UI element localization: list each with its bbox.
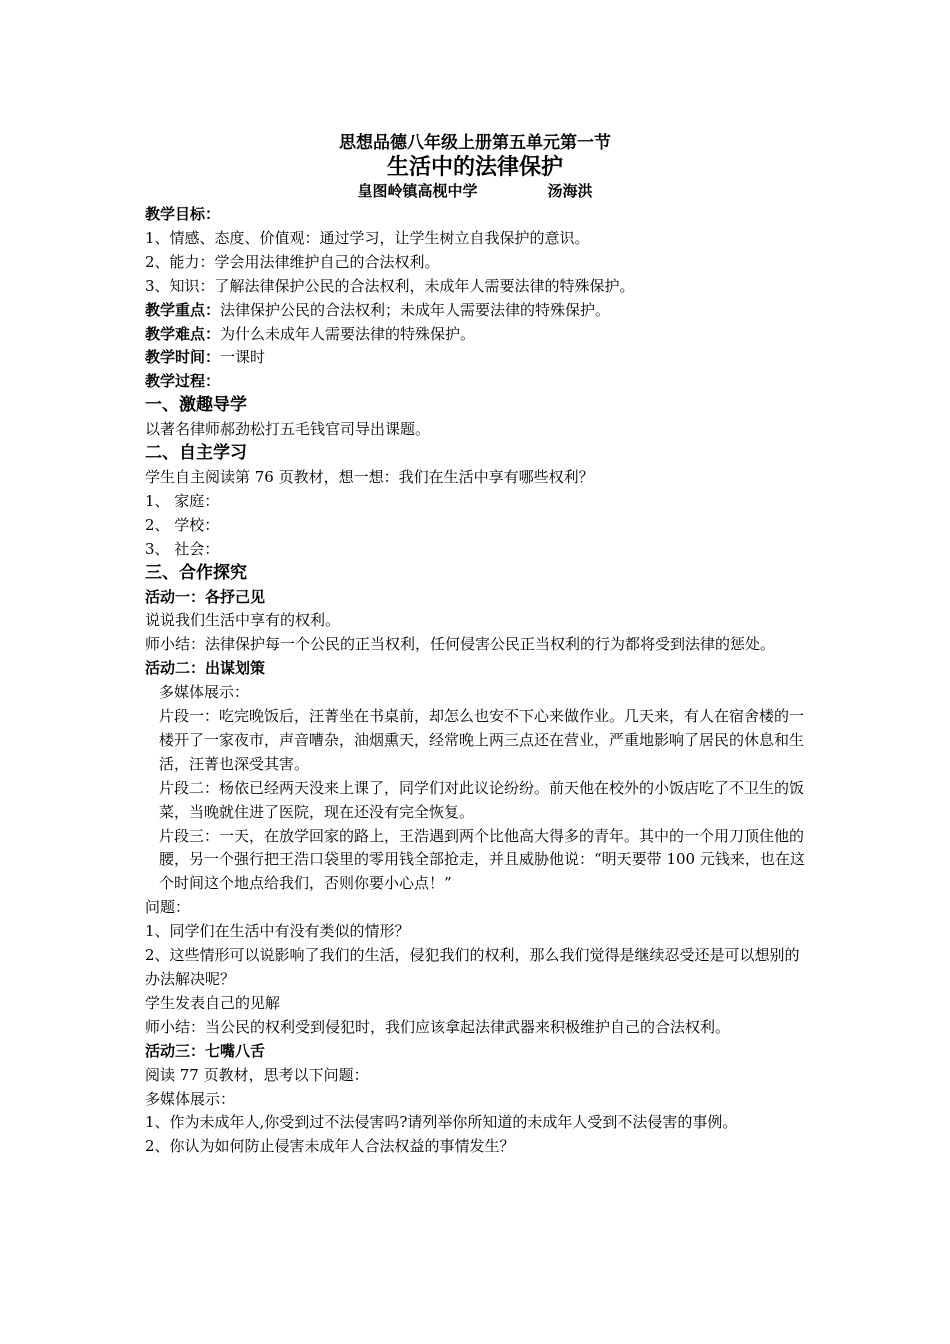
time-label: 教学时间： — [145, 348, 221, 367]
teaching-time — [145, 346, 810, 370]
question-label: 问题： — [145, 898, 191, 917]
goal-item: 1、情感、态度、价值观：通过学习，让学生树立自我保护的意识。 — [145, 228, 590, 247]
clip-paragraph: 片段三：一天，在放学回家的路上，王浩遇到两个比他高大得多的青年。其中的一个用刀顶住他的腰，另一个强行把王浩口袋里的零用钱全部抢走，并且威胁他说：“明天要带 100 元钱来，也在这个时间这个地点给我们，否则你要小心点！” — [159, 826, 805, 893]
media-label: 多媒体展示： — [159, 683, 250, 702]
paragraph: 学生发表自己的见解 — [145, 993, 281, 1012]
question-item: 1、同学们在生活中有没有类似的情形？ — [145, 922, 410, 941]
lesson-title: 生活中的法律保护 — [386, 155, 563, 180]
key-point-text: 法律保护公民的合法权利；未成年人需要法律的特殊保护。 — [220, 300, 611, 319]
paragraph: 以著名律师郝劲松打五毛钱官司导出课题。 — [145, 420, 431, 439]
author-line — [0, 180, 950, 201]
paragraph: 阅读 77 页教材，思考以下问题： — [145, 1065, 369, 1084]
time-text: 一课时 — [220, 348, 266, 367]
difficulty-label: 教学难点： — [145, 324, 221, 343]
document-body — [145, 203, 810, 1159]
question-item: 2、你认为如何防止侵害未成年人合法权益的事情发生？ — [145, 1137, 515, 1156]
section-heading: 三、合作探究 — [145, 562, 247, 583]
section-heading: 一、激趣导学 — [145, 395, 247, 416]
process-heading: 教学过程： — [145, 372, 221, 391]
author-name: 汤海洪 — [547, 182, 593, 200]
key-point-label: 教学重点： — [145, 300, 221, 319]
key-point — [145, 299, 810, 323]
teacher-summary: 师小结：当公民的权利受到侵犯时，我们应该拿起法律武器来积极维护自己的合法权利。 — [145, 1017, 731, 1036]
section-heading: 二、自主学习 — [145, 443, 247, 464]
goals-heading: 教学目标： — [145, 205, 221, 223]
activity-heading: 活动一：各抒己见 — [145, 587, 266, 606]
clip-paragraph: 片段二：杨依已经两天没来上课了，同学们对此议论纷纷。前天他在校外的小饭店吃了不卫生的饭菜，当晚就住进了医院，现在还没有完全恢复。 — [159, 778, 805, 821]
activity-heading: 活动二：出谋划策 — [145, 659, 266, 678]
goal-item: 2、能力：学会用法律维护自己的合法权利。 — [145, 252, 440, 271]
list-item: 2、 学校： — [145, 515, 220, 534]
document-title: 思想品德八年级上册第五单元第一节 — [339, 133, 611, 153]
goal-item: 3、知识：了解法律保护公民的合法权利，未成年人需要法律的特殊保护。 — [145, 276, 635, 295]
list-item: 1、 家庭： — [145, 491, 220, 510]
paragraph: 说说我们生活中享有的权利。 — [145, 611, 341, 630]
difficulty-text: 为什么未成年人需要法律的特殊保护。 — [220, 324, 476, 343]
paragraph: 学生自主阅读第 76 页教材，想一想：我们在生活中享有哪些权利？ — [145, 467, 594, 486]
question-item: 2、这些情形可以说影响了我们的生活，侵犯我们的权利，那么我们觉得是继续忍受还是可以想别的办法解决呢？ — [145, 946, 800, 988]
activity-heading: 活动三：七嘴八舌 — [145, 1041, 266, 1060]
list-item: 3、 社会： — [145, 539, 220, 558]
question-item: 1、作为未成年人,你受到过不法侵害吗?请列举你所知道的未成年人受到不法侵害的事例。 — [145, 1113, 738, 1132]
difficulty — [145, 323, 810, 347]
school-name: 皇图岭镇高枧中学 — [357, 182, 478, 200]
clip-paragraph: 片段一：吃完晚饭后，汪菁坐在书桌前，却怎么也安不下心来做作业。几天来，有人在宿舍楼的一楼开了一家夜市，声音嘈杂，油烟熏天，经常晚上两三点还在营业，严重地影响了居民的休息和生活，汪菁也深受其害。 — [159, 707, 805, 773]
media-label: 多媒体展示： — [145, 1089, 236, 1108]
teacher-summary: 师小结：法律保护每一个公民的正当权利，任何侵害公民正当权利的行为都将受到法律的惩处。 — [145, 635, 776, 654]
